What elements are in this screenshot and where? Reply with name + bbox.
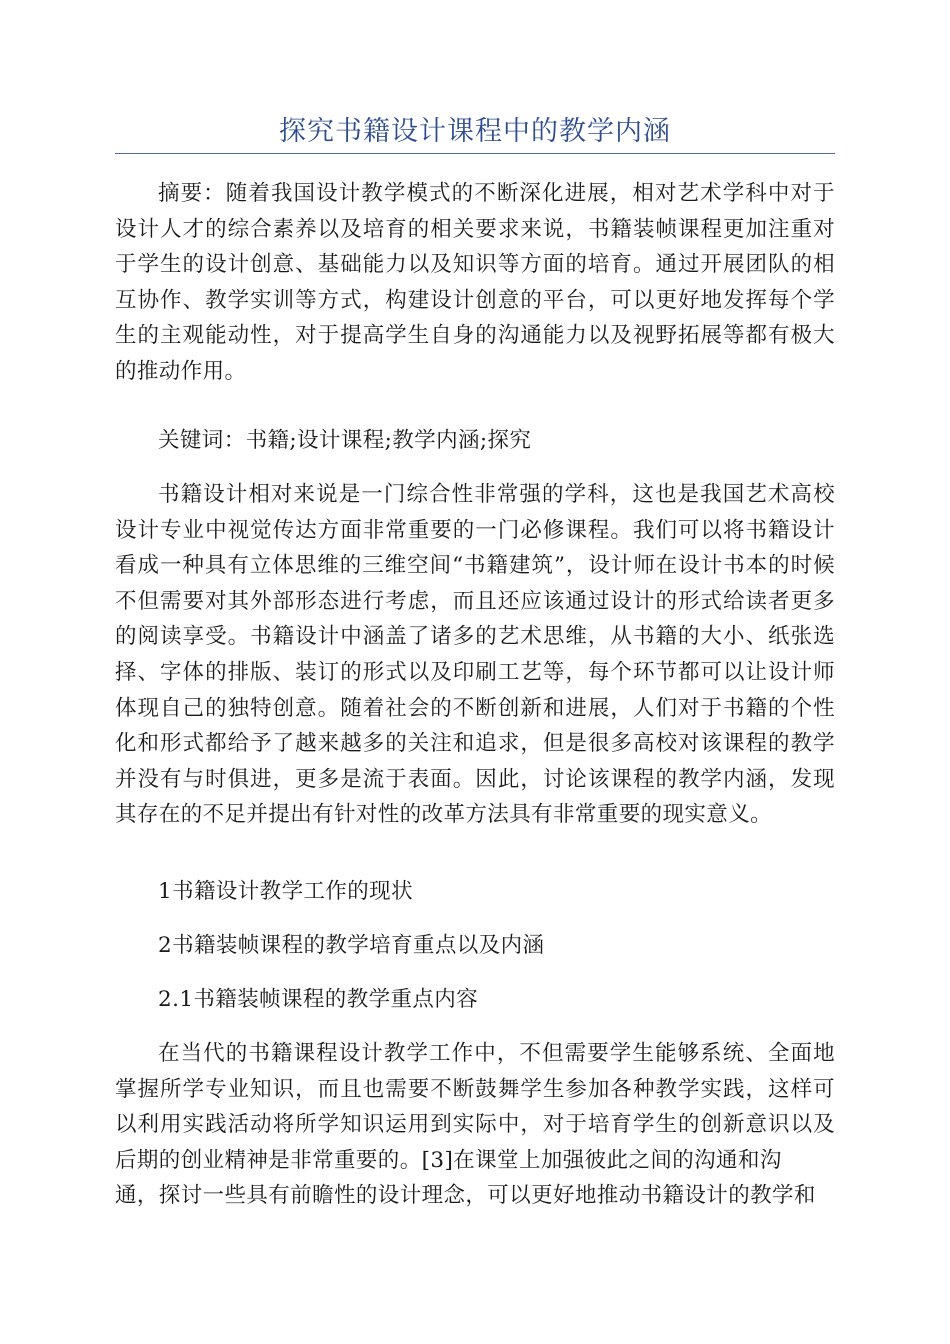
keywords-line: 关键词：书籍;设计课程;教学内涵;探究 <box>158 428 532 453</box>
intro-paragraph: 书籍设计相对来说是一门综合性非常强的学科，这也是我国艺术高校设计专业中视觉传达方面非常重要的一门必修课程。我们可以将书籍设计看成一种具有立体思维的三维空间“书籍建筑”，设计师在设计书本的时候不但需要对其外部形态进行考虑，而且还应该通过设计的形式给读者更多的阅读享受。书籍设计中涵盖了诸多的艺术思维，从书籍的大小、纸张选择、字体的排版、装订的形式以及印刷工艺等，每个环节都可以让设计师体现自己的独特创意。随着社会的不断创新和进展，人们对于书籍的个性化和形式都给予了越来越多的关注和追求，但是很多高校对该课程的教学并没有与时俱进，更多是流于表面。因此，讨论该课程的教学内涵，发现其存在的不足并提出有针对性的改革方法具有非常重要的现实意义。 <box>115 482 835 828</box>
section-heading-1: 1书籍设计教学工作的现状 <box>158 879 413 904</box>
keywords-block <box>115 423 835 459</box>
intro-block <box>115 477 835 833</box>
section-heading-2-1: 2.1书籍装帧课程的教学重点内容 <box>158 987 479 1012</box>
abstract-paragraph: 摘要：随着我国设计教学模式的不断深化进展，相对艺术学科中对于设计人才的综合素养以及培育的相关要求来说，书籍装帧课程更加注重对于学生的设计创意、基础能力以及知识等方面的培育。通过开展团队的相互协作、教学实训等方式，构建设计创意的平台，可以更好地发挥每个学生的主观能动性，对于提高学生自身的沟通能力以及视野拓展等都有极大的推动作用。 <box>115 181 835 384</box>
body-paragraph: 在当代的书籍课程设计教学工作中，不但需要学生能够系统、全面地掌握所学专业知识，而且也需要不断鼓舞学生参加各种教学实践，这样可以利用实践活动将所学知识运用到实际中，对于培育学生的创新意识以及后期的创业精神是非常重要的。[3]在课堂上加强彼此之间的沟通和沟 <box>115 1041 835 1173</box>
section-heading-2-block <box>115 928 835 964</box>
page-title: 探究书籍设计课程中的教学内涵 <box>279 116 671 147</box>
body-paragraph-continuation: 通，探讨一些具有前瞻性的设计理念，可以更好地推动书籍设计的教学和 <box>115 1183 816 1209</box>
section-heading-2: 2书籍装帧课程的教学培育重点以及内涵 <box>158 933 545 958</box>
abstract-block <box>115 176 835 390</box>
title-underline <box>115 153 835 154</box>
body-paragraph-block <box>115 1036 835 1214</box>
section-heading-1-block <box>115 874 835 910</box>
section-heading-2-1-block <box>115 982 835 1018</box>
